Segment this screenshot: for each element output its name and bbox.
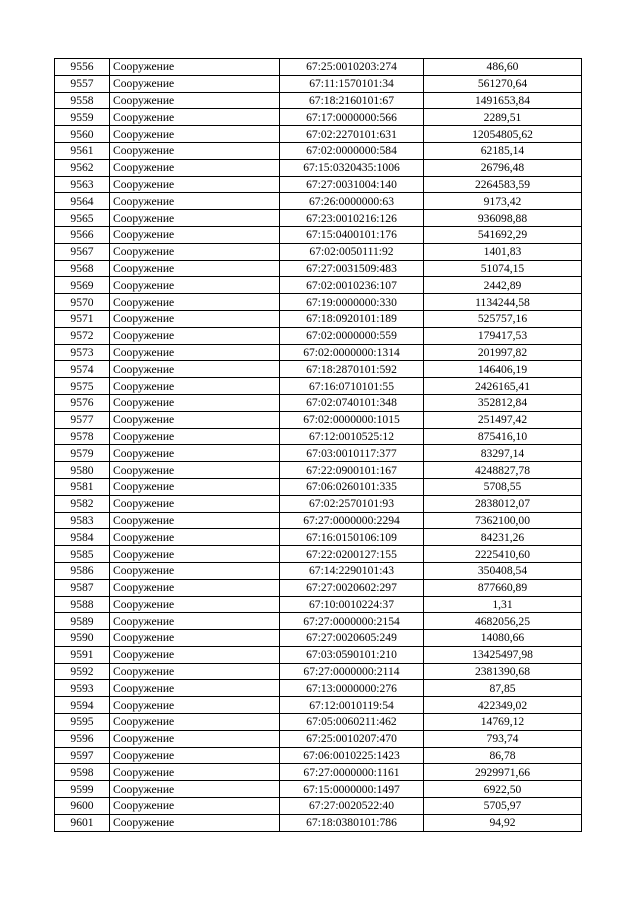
row-number-cell: 9582	[55, 495, 110, 512]
table-row	[55, 630, 582, 647]
cadastral-number-cell: 67:13:0000000:276	[280, 680, 424, 697]
cadastral-value-cell: 94,92	[424, 814, 582, 831]
cadastral-value-cell: 350408,54	[424, 562, 582, 579]
row-number-cell: 9591	[55, 646, 110, 663]
object-type-cell: Сооружение	[110, 697, 280, 714]
cadastral-number-cell: 67:10:0010224:37	[280, 596, 424, 613]
cadastral-value-cell: 84231,26	[424, 529, 582, 546]
object-type-cell: Сооружение	[110, 478, 280, 495]
cadastral-value-cell: 14769,12	[424, 714, 582, 731]
row-number-cell: 9600	[55, 798, 110, 815]
cadastral-number-cell: 67:15:0320435:1006	[280, 159, 424, 176]
cadastral-number-cell: 67:27:0020522:40	[280, 798, 424, 815]
row-number-cell: 9587	[55, 579, 110, 596]
cadastral-value-cell: 1401,83	[424, 243, 582, 260]
row-number-cell: 9558	[55, 92, 110, 109]
row-number-cell: 9596	[55, 730, 110, 747]
cadastral-number-cell: 67:02:0010236:107	[280, 277, 424, 294]
row-number-cell: 9563	[55, 176, 110, 193]
object-type-cell: Сооружение	[110, 512, 280, 529]
object-type-cell: Сооружение	[110, 59, 280, 76]
table-row	[55, 478, 582, 495]
cadastral-value-cell: 6922,50	[424, 781, 582, 798]
row-number-cell: 9570	[55, 294, 110, 311]
table-row	[55, 663, 582, 680]
row-number-cell: 9569	[55, 277, 110, 294]
object-type-cell: Сооружение	[110, 495, 280, 512]
row-number-cell: 9599	[55, 781, 110, 798]
cadastral-value-cell: 51074,15	[424, 260, 582, 277]
cadastral-value-cell: 4248827,78	[424, 462, 582, 479]
cadastral-number-cell: 67:17:0000000:566	[280, 109, 424, 126]
row-number-cell: 9561	[55, 142, 110, 159]
row-number-cell: 9578	[55, 428, 110, 445]
table-row	[55, 75, 582, 92]
row-number-cell: 9595	[55, 714, 110, 731]
cadastral-value-cell: 5708,55	[424, 478, 582, 495]
cadastral-number-cell: 67:22:0900101:167	[280, 462, 424, 479]
cadastral-number-cell: 67:02:0000000:1015	[280, 411, 424, 428]
object-type-cell: Сооружение	[110, 210, 280, 227]
row-number-cell: 9557	[55, 75, 110, 92]
object-type-cell: Сооружение	[110, 126, 280, 143]
cadastral-number-cell: 67:02:2570101:93	[280, 495, 424, 512]
cadastral-number-cell: 67:19:0000000:330	[280, 294, 424, 311]
object-type-cell: Сооружение	[110, 596, 280, 613]
cadastral-value-cell: 2442,89	[424, 277, 582, 294]
table-row	[55, 92, 582, 109]
table-row	[55, 176, 582, 193]
object-type-cell: Сооружение	[110, 730, 280, 747]
object-type-cell: Сооружение	[110, 243, 280, 260]
table-row	[55, 697, 582, 714]
cadastral-number-cell: 67:16:0710101:55	[280, 378, 424, 395]
row-number-cell: 9577	[55, 411, 110, 428]
cadastral-value-cell: 4682056,25	[424, 613, 582, 630]
object-type-cell: Сооружение	[110, 613, 280, 630]
cadastral-value-cell: 541692,29	[424, 226, 582, 243]
table-row	[55, 394, 582, 411]
row-number-cell: 9556	[55, 59, 110, 76]
row-number-cell: 9571	[55, 310, 110, 327]
cadastral-number-cell: 67:18:2160101:67	[280, 92, 424, 109]
table-row	[55, 680, 582, 697]
object-type-cell: Сооружение	[110, 428, 280, 445]
cadastral-number-cell: 67:27:0000000:2154	[280, 613, 424, 630]
cadastral-value-cell: 251497,42	[424, 411, 582, 428]
object-type-cell: Сооружение	[110, 714, 280, 731]
object-type-cell: Сооружение	[110, 781, 280, 798]
table-row	[55, 562, 582, 579]
cadastral-number-cell: 67:15:0000000:1497	[280, 781, 424, 798]
cadastral-number-cell: 67:02:0000000:584	[280, 142, 424, 159]
table-row	[55, 428, 582, 445]
cadastral-number-cell: 67:02:0740101:348	[280, 394, 424, 411]
cadastral-number-cell: 67:02:2270101:631	[280, 126, 424, 143]
object-type-cell: Сооружение	[110, 394, 280, 411]
cadastral-value-cell: 201997,82	[424, 344, 582, 361]
object-type-cell: Сооружение	[110, 277, 280, 294]
table-row	[55, 462, 582, 479]
row-number-cell: 9589	[55, 613, 110, 630]
registry-table	[54, 58, 582, 832]
row-number-cell: 9579	[55, 445, 110, 462]
object-type-cell: Сооружение	[110, 630, 280, 647]
cadastral-value-cell: 13425497,98	[424, 646, 582, 663]
object-type-cell: Сооружение	[110, 529, 280, 546]
cadastral-number-cell: 67:03:0590101:210	[280, 646, 424, 663]
table-row	[55, 714, 582, 731]
cadastral-value-cell: 146406,19	[424, 361, 582, 378]
table-row	[55, 243, 582, 260]
row-number-cell: 9594	[55, 697, 110, 714]
cadastral-value-cell: 83297,14	[424, 445, 582, 462]
row-number-cell: 9566	[55, 226, 110, 243]
table-row	[55, 646, 582, 663]
table-row	[55, 613, 582, 630]
cadastral-value-cell: 12054805,62	[424, 126, 582, 143]
cadastral-value-cell: 875416,10	[424, 428, 582, 445]
table-row	[55, 193, 582, 210]
cadastral-number-cell: 67:18:2870101:592	[280, 361, 424, 378]
cadastral-number-cell: 67:26:0000000:63	[280, 193, 424, 210]
table-row	[55, 764, 582, 781]
object-type-cell: Сооружение	[110, 579, 280, 596]
cadastral-value-cell: 1,31	[424, 596, 582, 613]
cadastral-value-cell: 1134244,58	[424, 294, 582, 311]
cadastral-number-cell: 67:02:0000000:1314	[280, 344, 424, 361]
row-number-cell: 9601	[55, 814, 110, 831]
row-number-cell: 9564	[55, 193, 110, 210]
table-row	[55, 596, 582, 613]
cadastral-value-cell: 86,78	[424, 747, 582, 764]
cadastral-number-cell: 67:02:0050111:92	[280, 243, 424, 260]
table-row	[55, 59, 582, 76]
table-row	[55, 109, 582, 126]
object-type-cell: Сооружение	[110, 294, 280, 311]
cadastral-value-cell: 877660,89	[424, 579, 582, 596]
object-type-cell: Сооружение	[110, 546, 280, 563]
row-number-cell: 9590	[55, 630, 110, 647]
object-type-cell: Сооружение	[110, 378, 280, 395]
object-type-cell: Сооружение	[110, 109, 280, 126]
cadastral-number-cell: 67:03:0010117:377	[280, 445, 424, 462]
cadastral-number-cell: 67:06:0260101:335	[280, 478, 424, 495]
row-number-cell: 9581	[55, 478, 110, 495]
object-type-cell: Сооружение	[110, 462, 280, 479]
cadastral-value-cell: 1491653,84	[424, 92, 582, 109]
object-type-cell: Сооружение	[110, 646, 280, 663]
cadastral-value-cell: 7362100,00	[424, 512, 582, 529]
table-row	[55, 747, 582, 764]
object-type-cell: Сооружение	[110, 327, 280, 344]
cadastral-number-cell: 67:12:0010525:12	[280, 428, 424, 445]
row-number-cell: 9592	[55, 663, 110, 680]
table-row	[55, 142, 582, 159]
cadastral-number-cell: 67:22:0200127:155	[280, 546, 424, 563]
cadastral-value-cell: 2426165,41	[424, 378, 582, 395]
row-number-cell: 9598	[55, 764, 110, 781]
object-type-cell: Сооружение	[110, 75, 280, 92]
cadastral-number-cell: 67:27:0020605:249	[280, 630, 424, 647]
cadastral-number-cell: 67:27:0020602:297	[280, 579, 424, 596]
cadastral-number-cell: 67:02:0000000:559	[280, 327, 424, 344]
cadastral-value-cell: 179417,53	[424, 327, 582, 344]
row-number-cell: 9585	[55, 546, 110, 563]
table-row	[55, 378, 582, 395]
table-row	[55, 546, 582, 563]
object-type-cell: Сооружение	[110, 159, 280, 176]
cadastral-number-cell: 67:23:0010216:126	[280, 210, 424, 227]
table-row	[55, 361, 582, 378]
cadastral-value-cell: 2929971,66	[424, 764, 582, 781]
cadastral-number-cell: 67:25:0010203:274	[280, 59, 424, 76]
table-row	[55, 310, 582, 327]
cadastral-value-cell: 2264583,59	[424, 176, 582, 193]
row-number-cell: 9576	[55, 394, 110, 411]
cadastral-number-cell: 67:27:0000000:2114	[280, 663, 424, 680]
cadastral-number-cell: 67:18:0920101:189	[280, 310, 424, 327]
row-number-cell: 9560	[55, 126, 110, 143]
row-number-cell: 9574	[55, 361, 110, 378]
cadastral-value-cell: 793,74	[424, 730, 582, 747]
object-type-cell: Сооружение	[110, 226, 280, 243]
cadastral-value-cell: 87,85	[424, 680, 582, 697]
table-row	[55, 512, 582, 529]
table-row	[55, 411, 582, 428]
object-type-cell: Сооружение	[110, 92, 280, 109]
cadastral-value-cell: 9173,42	[424, 193, 582, 210]
row-number-cell: 9567	[55, 243, 110, 260]
table-row	[55, 445, 582, 462]
cadastral-number-cell: 67:06:0010225:1423	[280, 747, 424, 764]
row-number-cell: 9572	[55, 327, 110, 344]
cadastral-value-cell: 62185,14	[424, 142, 582, 159]
cadastral-value-cell: 422349,02	[424, 697, 582, 714]
table-row	[55, 294, 582, 311]
object-type-cell: Сооружение	[110, 344, 280, 361]
object-type-cell: Сооружение	[110, 260, 280, 277]
row-number-cell: 9568	[55, 260, 110, 277]
cadastral-value-cell: 2289,51	[424, 109, 582, 126]
row-number-cell: 9575	[55, 378, 110, 395]
cadastral-number-cell: 67:05:0060211:462	[280, 714, 424, 731]
table-row	[55, 730, 582, 747]
cadastral-value-cell: 2381390,68	[424, 663, 582, 680]
object-type-cell: Сооружение	[110, 663, 280, 680]
object-type-cell: Сооружение	[110, 798, 280, 815]
cadastral-number-cell: 67:11:1570101:34	[280, 75, 424, 92]
row-number-cell: 9583	[55, 512, 110, 529]
cadastral-number-cell: 67:16:0150106:109	[280, 529, 424, 546]
cadastral-number-cell: 67:27:0000000:1161	[280, 764, 424, 781]
row-number-cell: 9584	[55, 529, 110, 546]
object-type-cell: Сооружение	[110, 142, 280, 159]
row-number-cell: 9593	[55, 680, 110, 697]
table-row	[55, 126, 582, 143]
row-number-cell: 9586	[55, 562, 110, 579]
cadastral-value-cell: 5705,97	[424, 798, 582, 815]
cadastral-value-cell: 936098,88	[424, 210, 582, 227]
object-type-cell: Сооружение	[110, 562, 280, 579]
row-number-cell: 9588	[55, 596, 110, 613]
cadastral-value-cell: 26796,48	[424, 159, 582, 176]
table-row	[55, 814, 582, 831]
table-row	[55, 260, 582, 277]
row-number-cell: 9573	[55, 344, 110, 361]
cadastral-number-cell: 67:27:0031509:483	[280, 260, 424, 277]
cadastral-value-cell: 561270,64	[424, 75, 582, 92]
cadastral-number-cell: 67:15:0400101:176	[280, 226, 424, 243]
row-number-cell: 9565	[55, 210, 110, 227]
cadastral-number-cell: 67:27:0000000:2294	[280, 512, 424, 529]
row-number-cell: 9562	[55, 159, 110, 176]
table-row	[55, 798, 582, 815]
table-row	[55, 529, 582, 546]
cadastral-value-cell: 352812,84	[424, 394, 582, 411]
registry-table-body	[55, 59, 582, 832]
row-number-cell: 9559	[55, 109, 110, 126]
object-type-cell: Сооружение	[110, 193, 280, 210]
cadastral-value-cell: 2838012,07	[424, 495, 582, 512]
cadastral-number-cell: 67:18:0380101:786	[280, 814, 424, 831]
object-type-cell: Сооружение	[110, 310, 280, 327]
object-type-cell: Сооружение	[110, 411, 280, 428]
table-row	[55, 277, 582, 294]
table-row	[55, 495, 582, 512]
row-number-cell: 9580	[55, 462, 110, 479]
object-type-cell: Сооружение	[110, 361, 280, 378]
object-type-cell: Сооружение	[110, 814, 280, 831]
cadastral-number-cell: 67:27:0031004:140	[280, 176, 424, 193]
table-row	[55, 210, 582, 227]
table-row	[55, 327, 582, 344]
object-type-cell: Сооружение	[110, 445, 280, 462]
object-type-cell: Сооружение	[110, 747, 280, 764]
cadastral-value-cell: 486,60	[424, 59, 582, 76]
row-number-cell: 9597	[55, 747, 110, 764]
cadastral-value-cell: 14080,66	[424, 630, 582, 647]
object-type-cell: Сооружение	[110, 764, 280, 781]
cadastral-number-cell: 67:25:0010207:470	[280, 730, 424, 747]
object-type-cell: Сооружение	[110, 176, 280, 193]
cadastral-value-cell: 525757,16	[424, 310, 582, 327]
table-row	[55, 226, 582, 243]
table-row	[55, 781, 582, 798]
cadastral-number-cell: 67:14:2290101:43	[280, 562, 424, 579]
table-row	[55, 159, 582, 176]
cadastral-value-cell: 2225410,60	[424, 546, 582, 563]
table-row	[55, 344, 582, 361]
object-type-cell: Сооружение	[110, 680, 280, 697]
cadastral-number-cell: 67:12:0010119:54	[280, 697, 424, 714]
table-row	[55, 579, 582, 596]
